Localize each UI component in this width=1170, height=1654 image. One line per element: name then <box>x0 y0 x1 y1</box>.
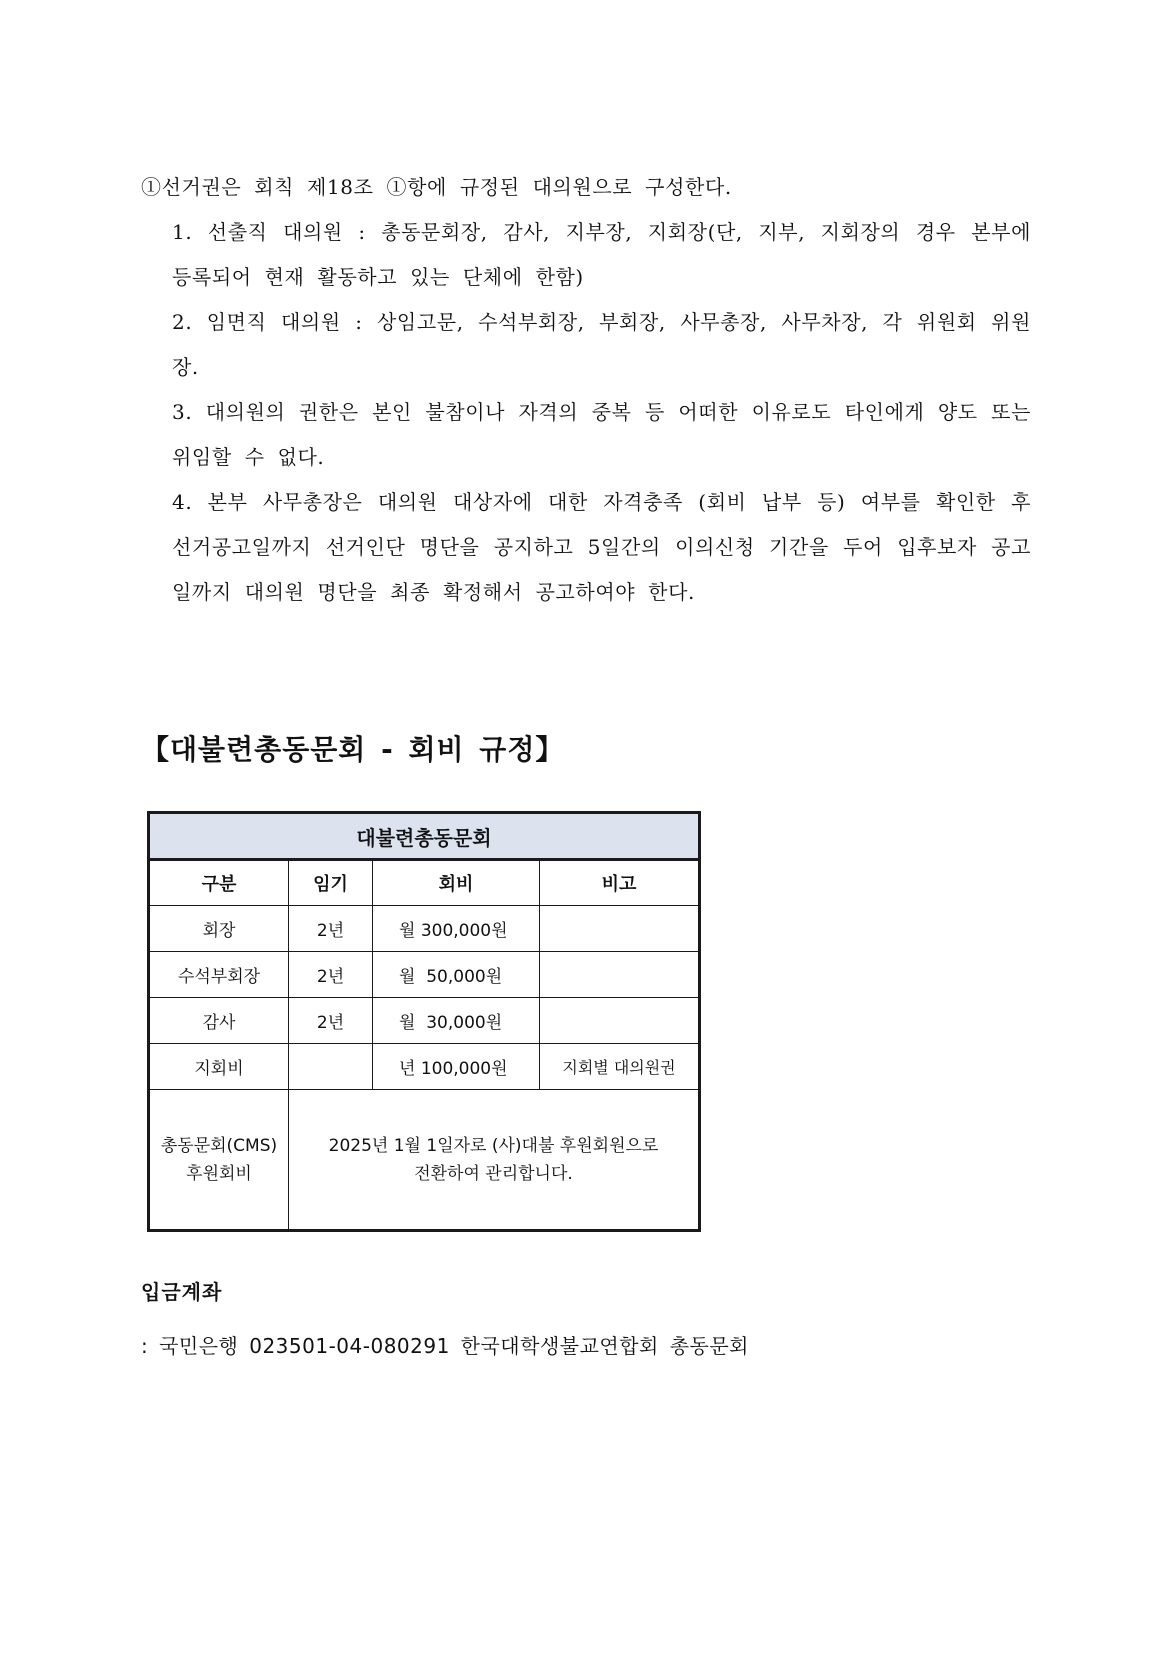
table-row <box>149 1044 700 1090</box>
column-header-fee: 회비 <box>373 860 540 906</box>
table-caption: 대불련총동문회 <box>149 813 700 860</box>
note-cell <box>540 998 700 1044</box>
category-cell: 지회비 <box>149 1044 289 1090</box>
cms-note-cell <box>289 1090 700 1231</box>
fee-cell: 월 30,000원 <box>373 998 540 1044</box>
table-row <box>149 998 700 1044</box>
account-label: 입금계좌 <box>141 1280 223 1304</box>
cms-category-cell <box>149 1090 289 1231</box>
column-header-note: 비고 <box>540 860 700 906</box>
category-cell: 감사 <box>149 998 289 1044</box>
term-cell <box>289 1044 373 1090</box>
table-header-row <box>149 860 700 906</box>
cms-category-line: 후원회비 <box>186 1163 252 1184</box>
cms-note-line: 2025년 1월 1일자로 (사)대불 후원회원으로 <box>328 1135 659 1156</box>
term-cell: 2년 <box>289 998 373 1044</box>
note-cell: 지회별 대의원권 <box>540 1044 700 1090</box>
table-row <box>149 952 700 998</box>
rules-intro: ①선거권은 회칙 제18조 ①항에 규정된 대의원으로 구성한다. <box>141 175 732 199</box>
rule-item: 1. 선출직 대의원 : 총동문회장, 감사, 지부장, 지회장(단, 지부, 지회장의 경우 본부에 등록되어 현재 활동하고 있는 단체에 한함) <box>172 220 1031 289</box>
cms-category-line: 총동문회(CMS) <box>160 1135 278 1156</box>
note-cell <box>540 952 700 998</box>
fee-cell: 월 300,000원 <box>373 906 540 952</box>
table-row <box>149 906 700 952</box>
rule-item: 3. 대의원의 권한은 본인 불참이나 자격의 중복 등 어떠한 이유로도 타인에게 양도 또는 위임할 수 없다. <box>172 400 1031 469</box>
account-info: : 국민은행 023501-04-080291 한국대학생불교연합회 총동문회 <box>141 1334 750 1358</box>
membership-fee-table <box>147 811 701 1232</box>
term-cell: 2년 <box>289 906 373 952</box>
rule-item: 4. 본부 사무총장은 대의원 대상자에 대한 자격충족 (회비 납부 등) 여부를 확인한 후 선거공고일까지 선거인단 명단을 공지하고 5일간의 이의신청 기간을 두어 입후보자 공고일까지 대의원 명단을 최종 확정해서 공고하여야 한다. <box>172 490 1031 604</box>
cms-note-line: 전환하여 관리합니다. <box>414 1163 573 1184</box>
election-rules <box>141 165 1031 615</box>
rule-item: 2. 임면직 대의원 : 상임고문, 수석부회장, 부회장, 사무총장, 사무차장, 각 위원회 위원장. <box>172 310 1031 379</box>
note-cell <box>540 906 700 952</box>
term-cell: 2년 <box>289 952 373 998</box>
fee-cell: 월 50,000원 <box>373 952 540 998</box>
table-caption-row <box>149 813 700 860</box>
category-cell: 수석부회장 <box>149 952 289 998</box>
category-cell: 회장 <box>149 906 289 952</box>
fee-cell: 년 100,000원 <box>373 1044 540 1090</box>
column-header-term: 임기 <box>289 860 373 906</box>
section-title: 【대불련총동문회 - 회비 규정】 <box>141 733 565 766</box>
column-header-category: 구분 <box>149 860 289 906</box>
table-row-cms <box>149 1090 700 1231</box>
